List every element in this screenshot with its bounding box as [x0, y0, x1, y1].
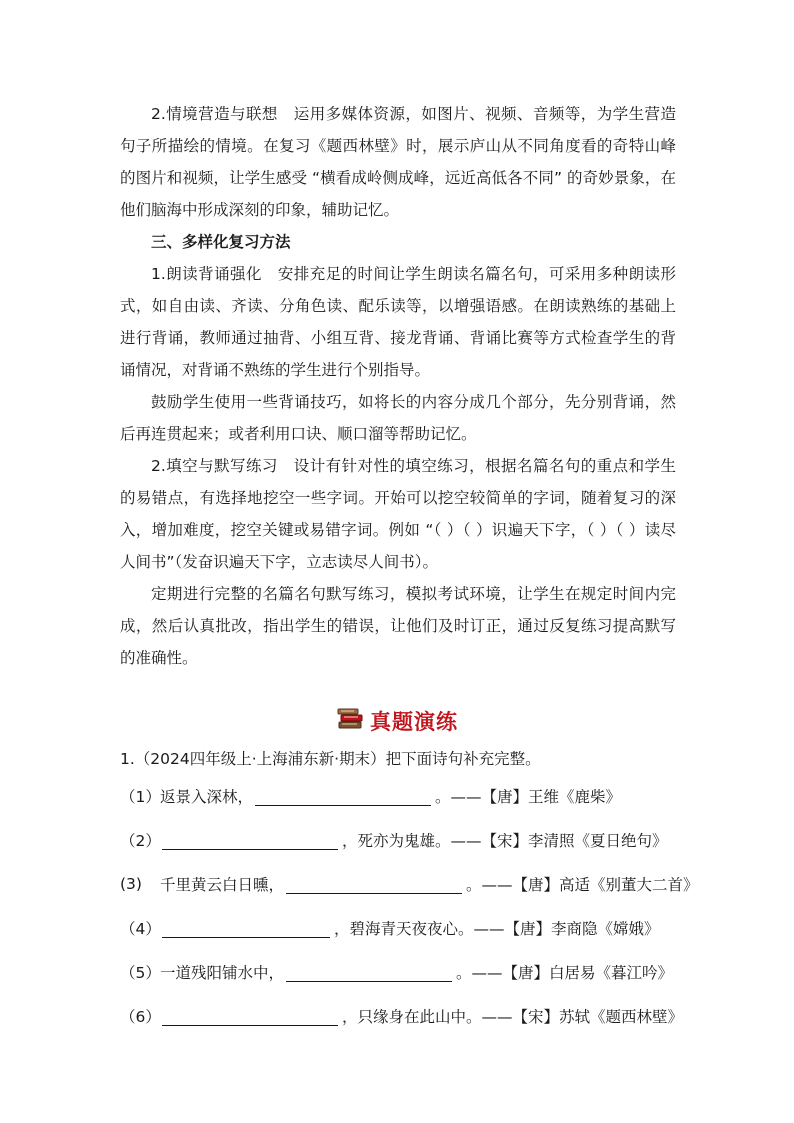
- item-number: （5）: [120, 964, 161, 982]
- answer-blank[interactable]: [286, 963, 452, 982]
- item-text-before: 一道残阳铺水中，: [160, 964, 285, 982]
- item-text-before: 千里黄云白日曛，: [160, 876, 285, 894]
- item-text-before: 返景入深林，: [160, 788, 254, 806]
- item-number: （4）: [120, 920, 161, 938]
- item-number: (3): [120, 875, 142, 893]
- item-number: （2）: [120, 832, 161, 850]
- section-heading-review-methods: 三、多样化复习方法: [151, 233, 291, 251]
- answer-blank[interactable]: [162, 831, 338, 850]
- section-title-text: 真题演练: [370, 709, 458, 734]
- paragraph-techniques: 鼓励学生使用一些背诵技巧，如将长的内容分成几个部分，先分别背诵，然后再连贯起来；或者利用口诀、顺口溜等帮助记忆。: [120, 393, 676, 443]
- item-number: （1）: [120, 788, 161, 806]
- item-number: （6）: [120, 1008, 161, 1026]
- paragraph-fill-blank: 2.填空与默写练习 设计有针对性的填空练习，根据名篇名句的重点和学生的易错点，有选择地挖空一些字词。开始可以挖空较简单的字词，随着复习的深入，增加难度，挖空关键或易错字词。例如 “（ ）（ ）识遍天下字，（ ）（ ）读尽人间书”（发奋识遍天下字，立志读尽人间书）。: [120, 457, 676, 571]
- question-item-3: [120, 869, 699, 899]
- question-item-6: [120, 1001, 683, 1031]
- item-text-after: ，碧海青天夜夜心。——【唐】李商隐《嫦娥》: [334, 920, 660, 938]
- answer-blank[interactable]: [255, 787, 431, 806]
- item-text-after: ，只缘身在此山中。——【宋】苏轼《题西林壁》: [342, 1008, 684, 1026]
- answer-blank[interactable]: [162, 1007, 338, 1026]
- paragraph-dictation: 定期进行完整的名篇名句默写练习，模拟考试环境，让学生在规定时间内完成，然后认真批改，指出学生的错误，让他们及时订正，通过反复练习提高默写的准确性。: [120, 585, 676, 667]
- item-text-after: ，死亦为鬼雄。——【宋】李清照《夏日绝句》: [342, 832, 668, 850]
- answer-blank[interactable]: [286, 875, 462, 894]
- paragraph-reading: 1.朗读背诵强化 安排充足的时间让学生朗读名篇名句，可采用多种朗读形式，如自由读、齐读、分角色读、配乐读等，以增强语感。在朗读熟练的基础上进行背诵，教师通过抽背、小组互背、接龙背诵、背诵比赛等方式检查学生的背诵情况，对背诵不熟练的学生进行个别指导。: [120, 265, 676, 379]
- question-item-5: [120, 957, 673, 987]
- books-icon: [336, 706, 364, 736]
- question-stem: 1.（2024四年级上·上海浦东新·期末）把下面诗句补充完整。: [120, 750, 541, 768]
- answer-blank[interactable]: [162, 919, 330, 938]
- paragraph-situation: 2.情境营造与联想 运用多媒体资源，如图片、视频、音频等，为学生营造句子所描绘的情境。在复习《题西林壁》时，展示庐山从不同角度看的奇特山峰的图片和视频，让学生感受 “横看成岭侧成峰，远近高低各不同” 的奇妙景象，在他们脑海中形成深刻的印象，辅助记忆。: [120, 105, 676, 219]
- question-item-4: [120, 913, 660, 943]
- question-item-1: [120, 781, 621, 811]
- item-text-after: 。——【唐】王维《鹿柴》: [435, 788, 622, 806]
- item-text-after: 。——【唐】白居易《暮江吟》: [456, 964, 674, 982]
- item-text-after: 。——【唐】高适《别董大二首》: [466, 876, 699, 894]
- section-title: [336, 706, 458, 736]
- question-item-2: [120, 825, 668, 855]
